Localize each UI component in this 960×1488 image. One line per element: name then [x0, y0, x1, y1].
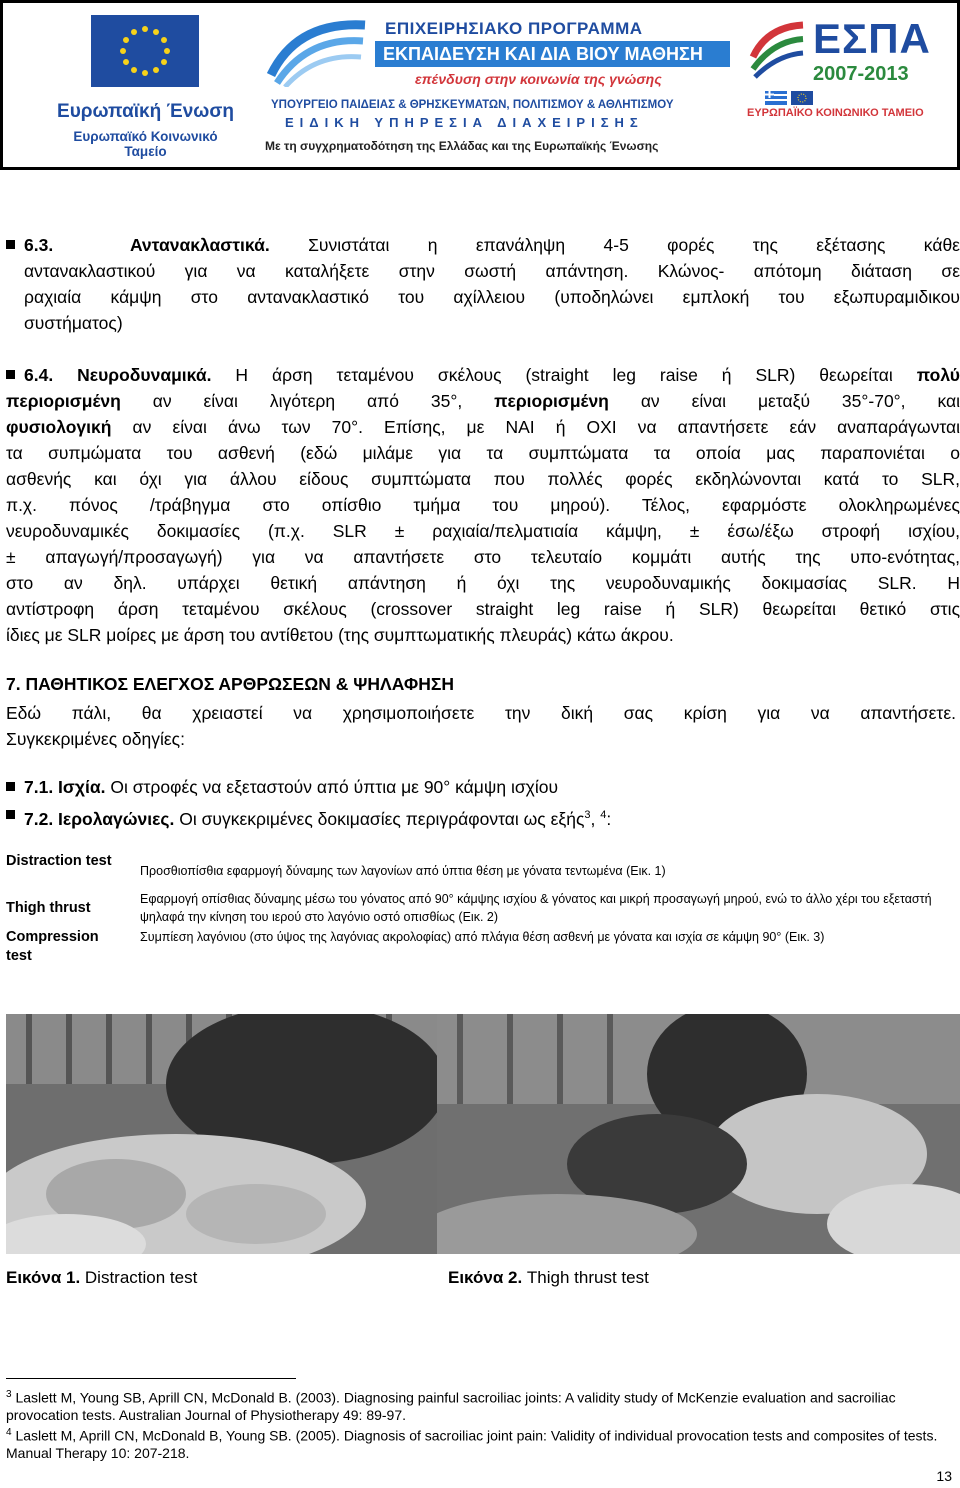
section-6-4-emphasis: φυσιολογική — [6, 417, 112, 437]
section-6-4-line: τα συπμώματα του ασθενή (εδώ μιλάμε για τα συμπτώματα τα οποία μας παραπονιέται ο — [6, 443, 960, 463]
espa-logo-block — [747, 15, 947, 135]
espa-fund-name: ΕΥΡΩΠΑΪΚΟ ΚΟΙΝΩΝΙΚΟ ΤΑΜΕΙΟ — [747, 107, 924, 119]
section-6-3-line4: συστήματος) — [24, 313, 123, 333]
footnote-ref: 4 — [6, 1427, 12, 1438]
figure-label: Εικόνα 1. — [6, 1268, 81, 1287]
footnote-ref: 3 — [584, 809, 591, 821]
section-6-4-line: ± απαγωγή/προσαγωγή) για να απαντήσετε στο τελευταίο κομμάτι αυτής της υπο-ενότητας, — [6, 547, 960, 567]
figure-caption-text: Distraction test — [84, 1268, 198, 1287]
section-6-3-line2: αντανακλαστικού για να καταλήξετε στην σωστή απάντηση. Κλώνος- απότομη διάταση σε — [24, 261, 960, 281]
section-6-3-line1: Συνιστάται η επανάληψη 4-5 φορές της εξέτασης κάθε — [308, 235, 960, 255]
section-7-2-text: Οι συγκεκριμένες δοκιμασίες περιγράφονται ως εξής — [179, 808, 585, 829]
colon: : — [606, 808, 612, 829]
figure-1-photo — [6, 1014, 437, 1254]
section-7-1 — [24, 774, 960, 800]
eu-flag-icon — [91, 15, 199, 87]
program-motto: επένδυση στην κοινωνία της γνώσης — [415, 71, 662, 87]
footnote-ref: 3 — [6, 1389, 12, 1400]
section-6-4-text: αν είναι μεταξύ 35°-70°, και — [640, 391, 960, 411]
test-description: Συμπίεση λαγόνιου (στο ύψος της λαγόνιας ακρολοφίας) από πλάγια θέση ασθενή με γόνατα και ισχία σε κάμψη 90° (Εικ. 3) — [140, 930, 825, 944]
espa-years: 2007-2013 — [813, 63, 909, 85]
section-7-1-text: Οι στροφές να εξεταστούν από ύπτια με 90° κάμψη ισχίου — [110, 777, 559, 797]
espa-logo-icon — [747, 17, 809, 79]
test-name: Distraction test — [6, 853, 112, 869]
section-6-4-emphasis: περιορισμένη — [6, 391, 121, 411]
section-6-4-body — [6, 388, 960, 648]
section-6-4-text: αν είναι άνω των 70°. Επίσης, με ΝΑΙ ή ΟΧΙ να απαντήσετε εάν αναπαράγωνται — [132, 417, 960, 437]
section-6-4-line: π.χ. πόνος /τράβηγμα στο οπίσθιο τμήμα του μηρού). Τέλος, εφαρμόστε ολοκληρωμένες — [6, 495, 960, 515]
bullet-icon — [6, 782, 15, 791]
test-name: Thigh thrust — [6, 900, 91, 916]
section-6-4-line: αντίστροφη άρση τεταμένου σκέλους (crossover straight leg raise ή SLR) θεωρείται θετικό στις — [6, 599, 960, 619]
section-7-2-title: 7.2. Ιερολαγώνιες. — [24, 808, 175, 829]
section-6-3-title: Αντανακλαστικά. — [129, 235, 270, 255]
figure-label: Εικόνα 2. — [448, 1268, 523, 1287]
section-6-4-text: Η άρση τεταμένου σκέλους (straight leg raise ή SLR) θεωρείται — [235, 365, 893, 385]
header-banner — [0, 0, 960, 170]
eu-logo-block — [53, 15, 238, 159]
section-6-4-number: 6.4. — [24, 365, 54, 385]
program-logo-block — [265, 11, 735, 161]
test-description: Προσθιοπίσθια εφαρμογή δύναμης των λαγονίων από ύπτια θέση με γόνατα τεντωμένα (Εικ. 1) — [140, 864, 666, 878]
espa-title: ΕΣΠΑ — [813, 15, 931, 62]
section-7-intro — [6, 700, 956, 752]
section-6-4-line: ίδιες με SLR μοίρες με άρση του αντίθετου (της συμπτωματικής πλευράς) κάτω άκρου. — [6, 625, 674, 645]
test-name: Compression test — [6, 929, 99, 964]
eu-subtitle: Ευρωπαϊκό Κοινωνικό Ταμείο — [73, 129, 218, 159]
program-logo-icon — [267, 15, 369, 87]
greek-eu-flags-icon — [765, 91, 813, 105]
footnote-text: Laslett M, Aprill CN, McDonald B, Young SB. (2005). Diagnosis of sacroiliac joint pain: Validity of individual provocation tests and composites of tests. Manual Therapy 10: 207-218. — [6, 1427, 938, 1461]
figure-1-caption — [6, 1268, 197, 1288]
section-7-line: Συγκεκριμένες οδηγίες: — [6, 729, 185, 749]
footnote-divider — [6, 1378, 296, 1379]
footnote-text: Laslett M, Young SB, Aprill CN, McDonald B. (2003). Diagnosing painful sacroiliac joints: A validity study of McKenzie evaluation and sacroiliac provocation tests. Australian Journal of Physiotherapy 49: 89-97. — [6, 1389, 896, 1423]
figure-caption-text: Thigh thrust test — [526, 1268, 649, 1287]
page-number: 13 — [936, 1468, 952, 1484]
section-7-heading: 7. ΠΑΘΗΤΙΚΟΣ ΕΛΕΓΧΟΣ ΑΡΘΡΩΣΕΩΝ & ΨΗΛΑΦΗΣΗ — [6, 674, 455, 694]
section-7-2 — [24, 802, 960, 832]
section-6-3-number: 6.3. — [24, 235, 54, 255]
section-6-4-line: νευροδυναμικές δοκιμασίες (π.χ. SLR ± ραχιαία/πελματιαία κάμψη, ± έσω/έξω στροφή ισχίου, — [6, 521, 960, 541]
bullet-icon — [6, 810, 15, 819]
separator: , — [590, 808, 601, 829]
section-6-4-line: στο αν δηλ. υπάρχει θετική απάντηση ή όχι της νευροδυναμικής δοκιμασίας SLR. Η — [6, 573, 960, 593]
section-7-1-title: 7.1. Ισχία. — [24, 777, 106, 797]
program-name: ΕΚΠΑΙΔΕΥΣΗ ΚΑΙ ΔΙΑ ΒΙΟΥ ΜΑΘΗΣΗ — [375, 41, 730, 67]
ministry-name: ΥΠΟΥΡΓΕΙΟ ΠΑΙΔΕΙΑΣ & ΘΡΗΣΚΕΥΜΑΤΩΝ, ΠΟΛΙΤΙΣΜΟΥ & ΑΘΛΗΤΙΣΜΟΥ — [271, 99, 674, 111]
cofunding-note: Με τη συγχρηματοδότηση της Ελλάδας και της Ευρωπαϊκής Ένωσης — [265, 139, 659, 153]
eu-title: Ευρωπαϊκή Ένωση — [57, 101, 234, 122]
section-6-4-emphasis: περιορισμένη — [494, 391, 609, 411]
section-6-4-title: Νευροδυναμικά. — [77, 365, 212, 385]
special-service: ΕΙΔΙΚΗ ΥΠΗΡΕΣΙΑ ΔΙΑΧΕΙΡΙΣΗΣ — [285, 115, 644, 130]
program-heading: ΕΠΙΧΕΙΡΗΣΙΑΚΟ ΠΡΟΓΡΑΜΜΑ — [385, 19, 643, 38]
section-6-4-text: αν είναι λιγότερη από 35°, — [152, 391, 463, 411]
bullet-icon — [6, 240, 15, 249]
figure-2-caption — [448, 1268, 649, 1288]
test-description: Εφαρμογή οπίσθιας δύναμης μέσω του γόνατος από 90° κάμψης ισχίου & γόνατος και μικρή προσαγωγή μηρού, ενώ το άλλο χέρι του εξεταστή ψηλαφά την κίνηση του ιερού στο λαγόνιο οστό οπισθίως (Εικ. 2) — [140, 892, 932, 924]
section-6-3-line3: ραχιαία κάμψη στο αντανακλαστικό του αχίλλειου (υποδηλώνει εμπλοκή του εξωπυραμιδικου — [24, 287, 960, 307]
section-6-4-line: ασθενής και όχι για άλλου είδους συμπτώματα που πολλές φορές εκδηλώνονται κατά το SLR, — [6, 469, 960, 489]
section-6-4-emphasis: πολύ — [916, 365, 960, 385]
footnote — [6, 1386, 956, 1424]
section-6-3 — [24, 232, 960, 336]
section-6-4 — [24, 362, 960, 388]
figure-2-photo — [437, 1014, 960, 1254]
footnote-ref: 4 — [600, 809, 607, 821]
footnote — [6, 1424, 956, 1462]
section-7-line: Εδώ πάλι, θα χρειαστεί να χρησιμοποιήσετε την δική σας κρίση για να απαντήσετε. — [6, 703, 956, 723]
bullet-icon — [6, 370, 15, 379]
